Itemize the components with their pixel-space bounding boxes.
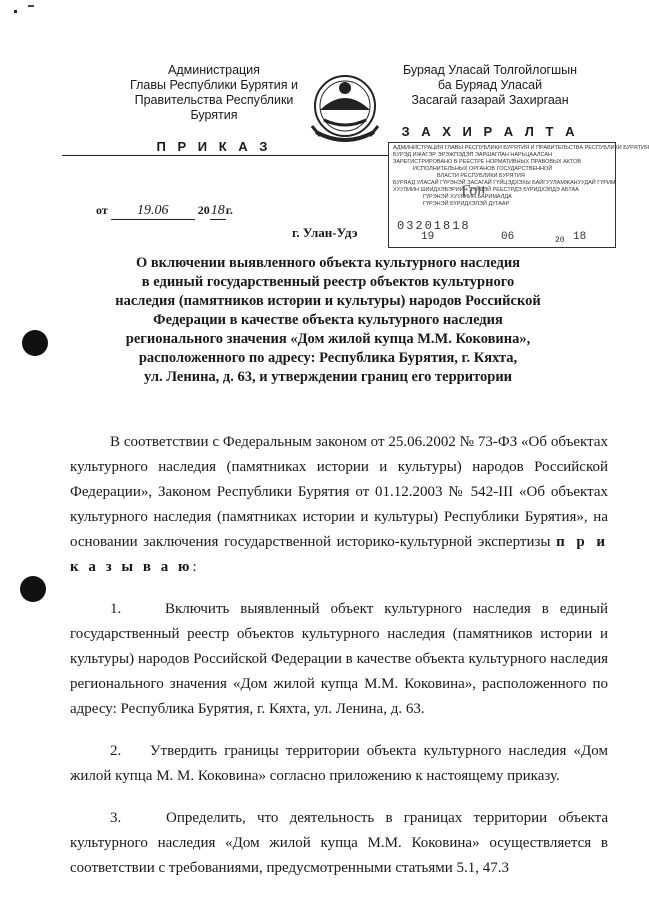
intro-text: В соответствии с Федеральным законом от 25.06.2002 № 73-ФЗ «Об объектах культурного наследия (памятниках истории и культуры) народов Российской Федерации», Законом Республики Бурятия от 01.12.2003 № 542-III «Об объектах культурного наследия (памятниках истории и культуры) Республики Бурятия», на основании заключения государственной историко-культурной экспертизы xyxy=(70,434,608,550)
registration-stamp xyxy=(388,142,649,248)
stamp-line: БУРЯАД УЛАСАЙ ГҮРЭНЭЙ ЗАСАГАЙ ГҮЙЦЭДХЭХЫ БАЙГУУЛАМЖАНУУДАЙ ГҮРИМ xyxy=(393,180,616,186)
order-keyword: п р и к а з ы в а ю xyxy=(70,534,608,575)
registration-date xyxy=(397,231,609,249)
registration-month: 06 xyxy=(501,231,515,243)
stamp-line: ГҮРЭНЭЙ БҮРИДХЭЛЭЙ ДУГААР xyxy=(423,201,510,207)
stamp-line: ИСПОЛНИТЕЛЬНЫХ ОРГАНОВ ГОСУДАРСТВЕННОЙ xyxy=(413,166,553,172)
order-item-2: 2. Утвердить границы территории объекта культурного наследия «Дом жилой купца М. М. Коковина» согласно приложению к настоящему приказу. xyxy=(70,743,608,784)
order-colon: : xyxy=(192,559,197,575)
order-title xyxy=(90,254,566,387)
title-line: О включении выявленного объекта культурного наследия xyxy=(135,255,521,271)
issuer-line: Буряад Уласай Толгойлогшын xyxy=(402,63,578,77)
issuer-line: Главы Республики Бурятия и xyxy=(130,78,298,92)
order-item-1: 1. Включить выявленный объект культурного наследия в единый государственный реестр объектов культурного наследия (памятников истории и культуры) народов Российской Федерации в качестве объекта культурного наследия регионального значения «Дом жилой купца М.М. Коковина», расположенного по адресу: Республика Бурятия, г. Кяхта, ул. Ленина, д. 63. xyxy=(70,601,608,717)
title-line: расположенного по адресу: Республика Бурятия, г. Кяхта, xyxy=(138,350,518,366)
punch-hole xyxy=(22,330,48,356)
registration-number: 03201818 xyxy=(397,219,471,233)
date-year-prefix: 20 xyxy=(197,203,210,217)
date-suffix: г. xyxy=(225,203,233,217)
document-type-bua: З А Х И Р А Л Т А xyxy=(401,124,579,139)
issuer-block-ru xyxy=(112,63,316,154)
issuer-line: ба Буряад Уласай xyxy=(437,78,543,92)
issuer-block-bua xyxy=(388,63,592,139)
intro-paragraph xyxy=(70,430,608,580)
registration-day: 19 xyxy=(421,231,435,243)
title-line: Федерации в качестве объекта культурного наследия xyxy=(153,312,503,328)
punch-hole xyxy=(20,576,46,602)
stamp-line: ЗАРЕГИСТРИРОВАНО В РЕЕСТРЕ НОРМАТИВНЫХ ПРАВОВЫХ АКТОВ xyxy=(393,159,582,165)
coat-of-arms-emblem xyxy=(302,66,388,150)
stamp-line: ХУУЛИИН ШИИДХЭБЭРИИН ЗҮЙЛЭЙ РЕЕСТРДЭ БҮРИДХЭЛДЭ АБТАА xyxy=(393,187,579,193)
title-line: регионального значения «Дом жилой купца М.М. Коковина», xyxy=(125,331,531,347)
stamp-line: ВЛАСТИ РЕСПУБЛИКИ БУРЯТИЯ xyxy=(437,173,525,179)
order-date-line xyxy=(96,203,233,220)
title-line: в единый государственный реестр объектов культурного xyxy=(141,274,515,290)
corner-mark xyxy=(28,5,34,7)
header-rule xyxy=(62,155,388,156)
corner-mark xyxy=(14,10,17,13)
issuer-line: Засагай газарай Захиргаан xyxy=(411,93,569,107)
date-prefix: от xyxy=(96,203,108,217)
date-year-suffix: 18 xyxy=(210,203,225,218)
stamp-line: АДМИНИСТРАЦИЯ ГЛАВЫ РЕСПУБЛИКИ БУРЯТИЯ И ПРАВИТЕЛЬСТВА РЕСПУБЛИКИ БУРЯТИЯ xyxy=(393,145,649,151)
city-name: г. Улан-Удэ xyxy=(292,225,358,240)
issuer-line: Правительства Республики Бурятия xyxy=(134,93,294,122)
title-line: наследия (памятников истории и культуры) народов Российской xyxy=(115,293,541,309)
order-item-3: 3. Определить, что деятельность в границах территории объекта культурного наследия «Дом жилой купца М.М. Коковина» осуществляется в соответствии с требованиями, предусмотренными статьями 5.1, 47.3 xyxy=(70,810,608,876)
registration-year-suffix: 18 xyxy=(573,231,587,243)
issuer-line: Администрация xyxy=(168,63,260,77)
stamp-line: ГҮРЭНЭЙ ХУУЛИИН БАРИМАЛДА xyxy=(423,194,512,200)
date-day-month: 19.06 xyxy=(111,203,195,220)
registration-year-prefix: 20 xyxy=(555,236,565,245)
stamp-line: БУРЭД ИЖАГЭР ЭРЭЖПЭДЭП ЭАРШАГЛАН НАРЬЦААЛСАН xyxy=(393,152,552,158)
stamp-signature: Гон xyxy=(459,180,487,201)
document-type-ru: П Р И К А З xyxy=(156,139,272,154)
title-line: ул. Ленина, д. 63, и утверждении границ его территории xyxy=(143,369,513,385)
order-body xyxy=(70,430,608,898)
